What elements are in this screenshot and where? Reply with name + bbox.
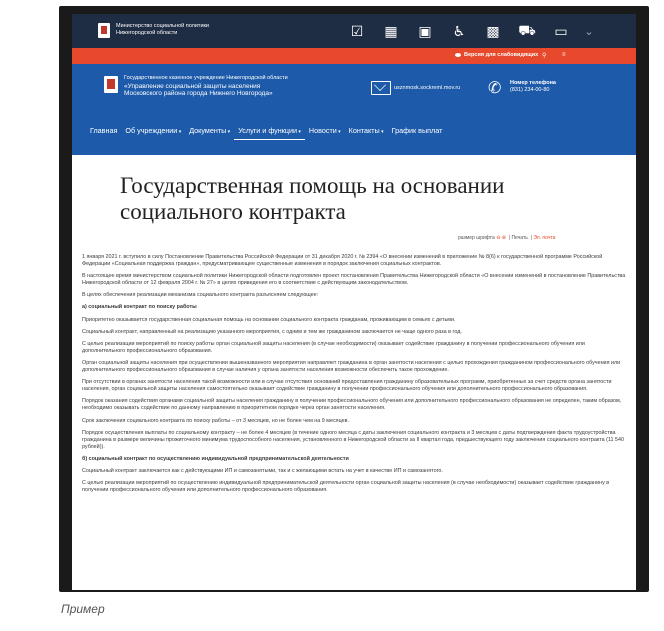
nav-contacts[interactable]: Контакты ▾ [345, 126, 388, 140]
top-icons [340, 22, 600, 40]
menu-icon[interactable]: ≡ [562, 52, 566, 58]
vision-version-link[interactable] [455, 52, 538, 58]
ministry-logo[interactable] [98, 23, 110, 38]
calculator-icon[interactable]: ▦ [384, 22, 398, 39]
phone-icon: ✆ [488, 80, 502, 97]
paragraph: При отсутствии в органах занятости населения такой возможности или в случае отсутствия оснований предоставления гражданину образовательных программ, приобретенных за счет средств органа занятости населения, орган социальной защиты населения самостоятельно оказывает содействие гражданину в получении профессионального обучения или дополнительного профессионального образования. [82, 379, 612, 393]
monitor-icon[interactable]: ▭ [554, 22, 568, 39]
nav-home[interactable]: Главная [90, 126, 118, 135]
image-caption: Пример [61, 602, 105, 616]
phone-block[interactable] [510, 80, 556, 94]
paragraph: Приоритетно оказывается государственная социальная помощь на основании социального контракта гражданам, проживающим в семьях с детьми. [82, 316, 456, 323]
ministry-name-line2: Нижегородской области [116, 29, 178, 36]
paragraph: В целях обеспечения реализации механизма социального контракта разъясняем следующее: [82, 292, 319, 299]
nav-about[interactable]: Об учреждении ▾ [121, 126, 185, 140]
accessibility-bar [72, 48, 636, 64]
accessibility-icon[interactable]: ♿ [452, 22, 466, 39]
article-body [82, 254, 626, 499]
phone-number: (831) 234-00-80 [510, 87, 550, 93]
paragraph: Порядок оказания содействия органами социальной защиты населения гражданину в получении профессионального обучения или дополнительного профессионального образования не определен, таким образом, необходимо оказывать содействие по данному направлению в приоритетном порядке через орган занятости населения. [82, 398, 622, 412]
institution-line2: «Управление социальной защиты населения [124, 82, 261, 90]
ministry-name-line1: Министерство социальной политики [116, 23, 209, 29]
paragraph: С целью реализации мероприятий по поиску работы орган социальной защиты населения (в случае необходимости) оказывает содействие гражданину в получении профессионального обучения или дополнительного профессионального образования. [82, 340, 585, 354]
top-bar [72, 14, 636, 48]
phone-label: Номер телефона [510, 80, 556, 86]
paragraph: С целью реализации мероприятий по осуществлению индивидуальной предпринимательской деятельности орган социальной защиты населения (в случае необходимости) оказывает содействие гражданину в получении профессионального обучения или дополнительного профессионального образования. [82, 480, 610, 494]
eye-icon [455, 53, 461, 57]
paragraph: Срок заключения социального контракта по поиску работы – от 3 месяцев, но не более чем на 9 месяцев. [82, 417, 349, 424]
chart-icon[interactable]: ▩ [486, 22, 500, 39]
institution-line1: Государственное казенное учреждение Нижегородской области [124, 75, 288, 81]
institution-name[interactable] [124, 75, 288, 98]
site-header [72, 64, 636, 155]
website-screenshot [72, 14, 636, 590]
card-icon[interactable]: ▣ [418, 22, 432, 39]
mail-icon [371, 81, 391, 95]
page-title: Государственная помощь на основании социального контракта [120, 173, 505, 224]
nav-payment-schedule[interactable]: График выплат [391, 126, 443, 135]
print-link[interactable]: Печать [511, 235, 528, 241]
ministry-name[interactable] [116, 23, 209, 36]
paragraph: Орган социальной защиты населения при осуществлении вышеназванного мероприятия направляет гражданина в орган занятости населения с целью прохождения гражданином профессионального обучения или дополнительного профессионального образования в случае наличия у органа занятости населения возможности обеспечить такое прохождение. [82, 359, 621, 374]
screenshot-frame [59, 6, 649, 592]
email-page-link[interactable]: Эл. почта [533, 235, 556, 241]
chevron-down-icon[interactable]: ⌄ [584, 25, 594, 38]
search-icon[interactable]: ⚲ [542, 53, 547, 59]
nav-services[interactable]: Услуги и функции ▾ [234, 126, 305, 140]
calendar-check-icon[interactable]: ☑ [350, 22, 364, 39]
crest-logo[interactable] [104, 76, 118, 93]
page-tools: размер шрифта ⊖ ⊕ | Печать | Эл. почта [458, 235, 556, 241]
car-icon[interactable]: ⛟ [518, 21, 536, 38]
font-size-label: размер шрифта [458, 235, 495, 241]
main-nav [86, 126, 446, 140]
paragraph: Социальный контракт, направленный на реализацию указанного мероприятия, с одним и тем же гражданином заключается не чаще одного раза в год. [82, 328, 462, 335]
email-link[interactable]: usznmosk.sockreml.mov.ru [394, 85, 461, 91]
zoom-in-icon[interactable]: ⊕ [501, 235, 506, 241]
section-heading: б) социальный контракт по осуществлению индивидуальной предпринимательской деятельности [82, 455, 349, 462]
paragraph: В настоящее время министерством социальной политики Нижегородской области подготовлен проект постановления Правительства Нижегородской области «О внесении изменений в постановление Правительства Нижегородской области от 12 февраля 2004 г. № 27» в целях приведения его в соответствие с действующим законодательством. [82, 273, 626, 287]
paragraph: Социальный контракт заключается как с действующими ИП и самозанятыми, так и с желающими встать на учет в качестве ИП и самозанятого. [82, 467, 443, 474]
vision-version-label: Версия для слабовидящих [464, 52, 539, 58]
institution-line3: Московского района города Нижнего Новгорода» [124, 90, 273, 97]
paragraph: Порядок осуществления выплаты по социальному контракту – не более 4 месяцев (в течение одного месяца с даты заключения социального контракта и 3 месяцев с даты подтверждения факта трудоустройства гражданина в размере величины прожиточного минимума трудоспособного населения, установленного в Нижегородской области за II квартал года, предшествующего году заключения социального контракта (11 540 рублей)). [82, 429, 625, 450]
section-heading: а) социальный контракт по поиску работы [82, 304, 197, 311]
zoom-out-icon[interactable]: ⊖ [496, 235, 501, 241]
nav-documents[interactable]: Документы ▾ [185, 126, 234, 140]
paragraph: 1 января 2021 г. вступило в силу Постановление Правительства Российской Федерации от 31 декабря 2020 г. № 2394 «О внесении изменений в приложение № 8(6) к государственной программе Российской Федерации «Социальная поддержка граждан», предусматривающее существенные изменения в порядок заключения социальных контрактов. [82, 254, 603, 268]
nav-news[interactable]: Новости ▾ [305, 126, 345, 140]
